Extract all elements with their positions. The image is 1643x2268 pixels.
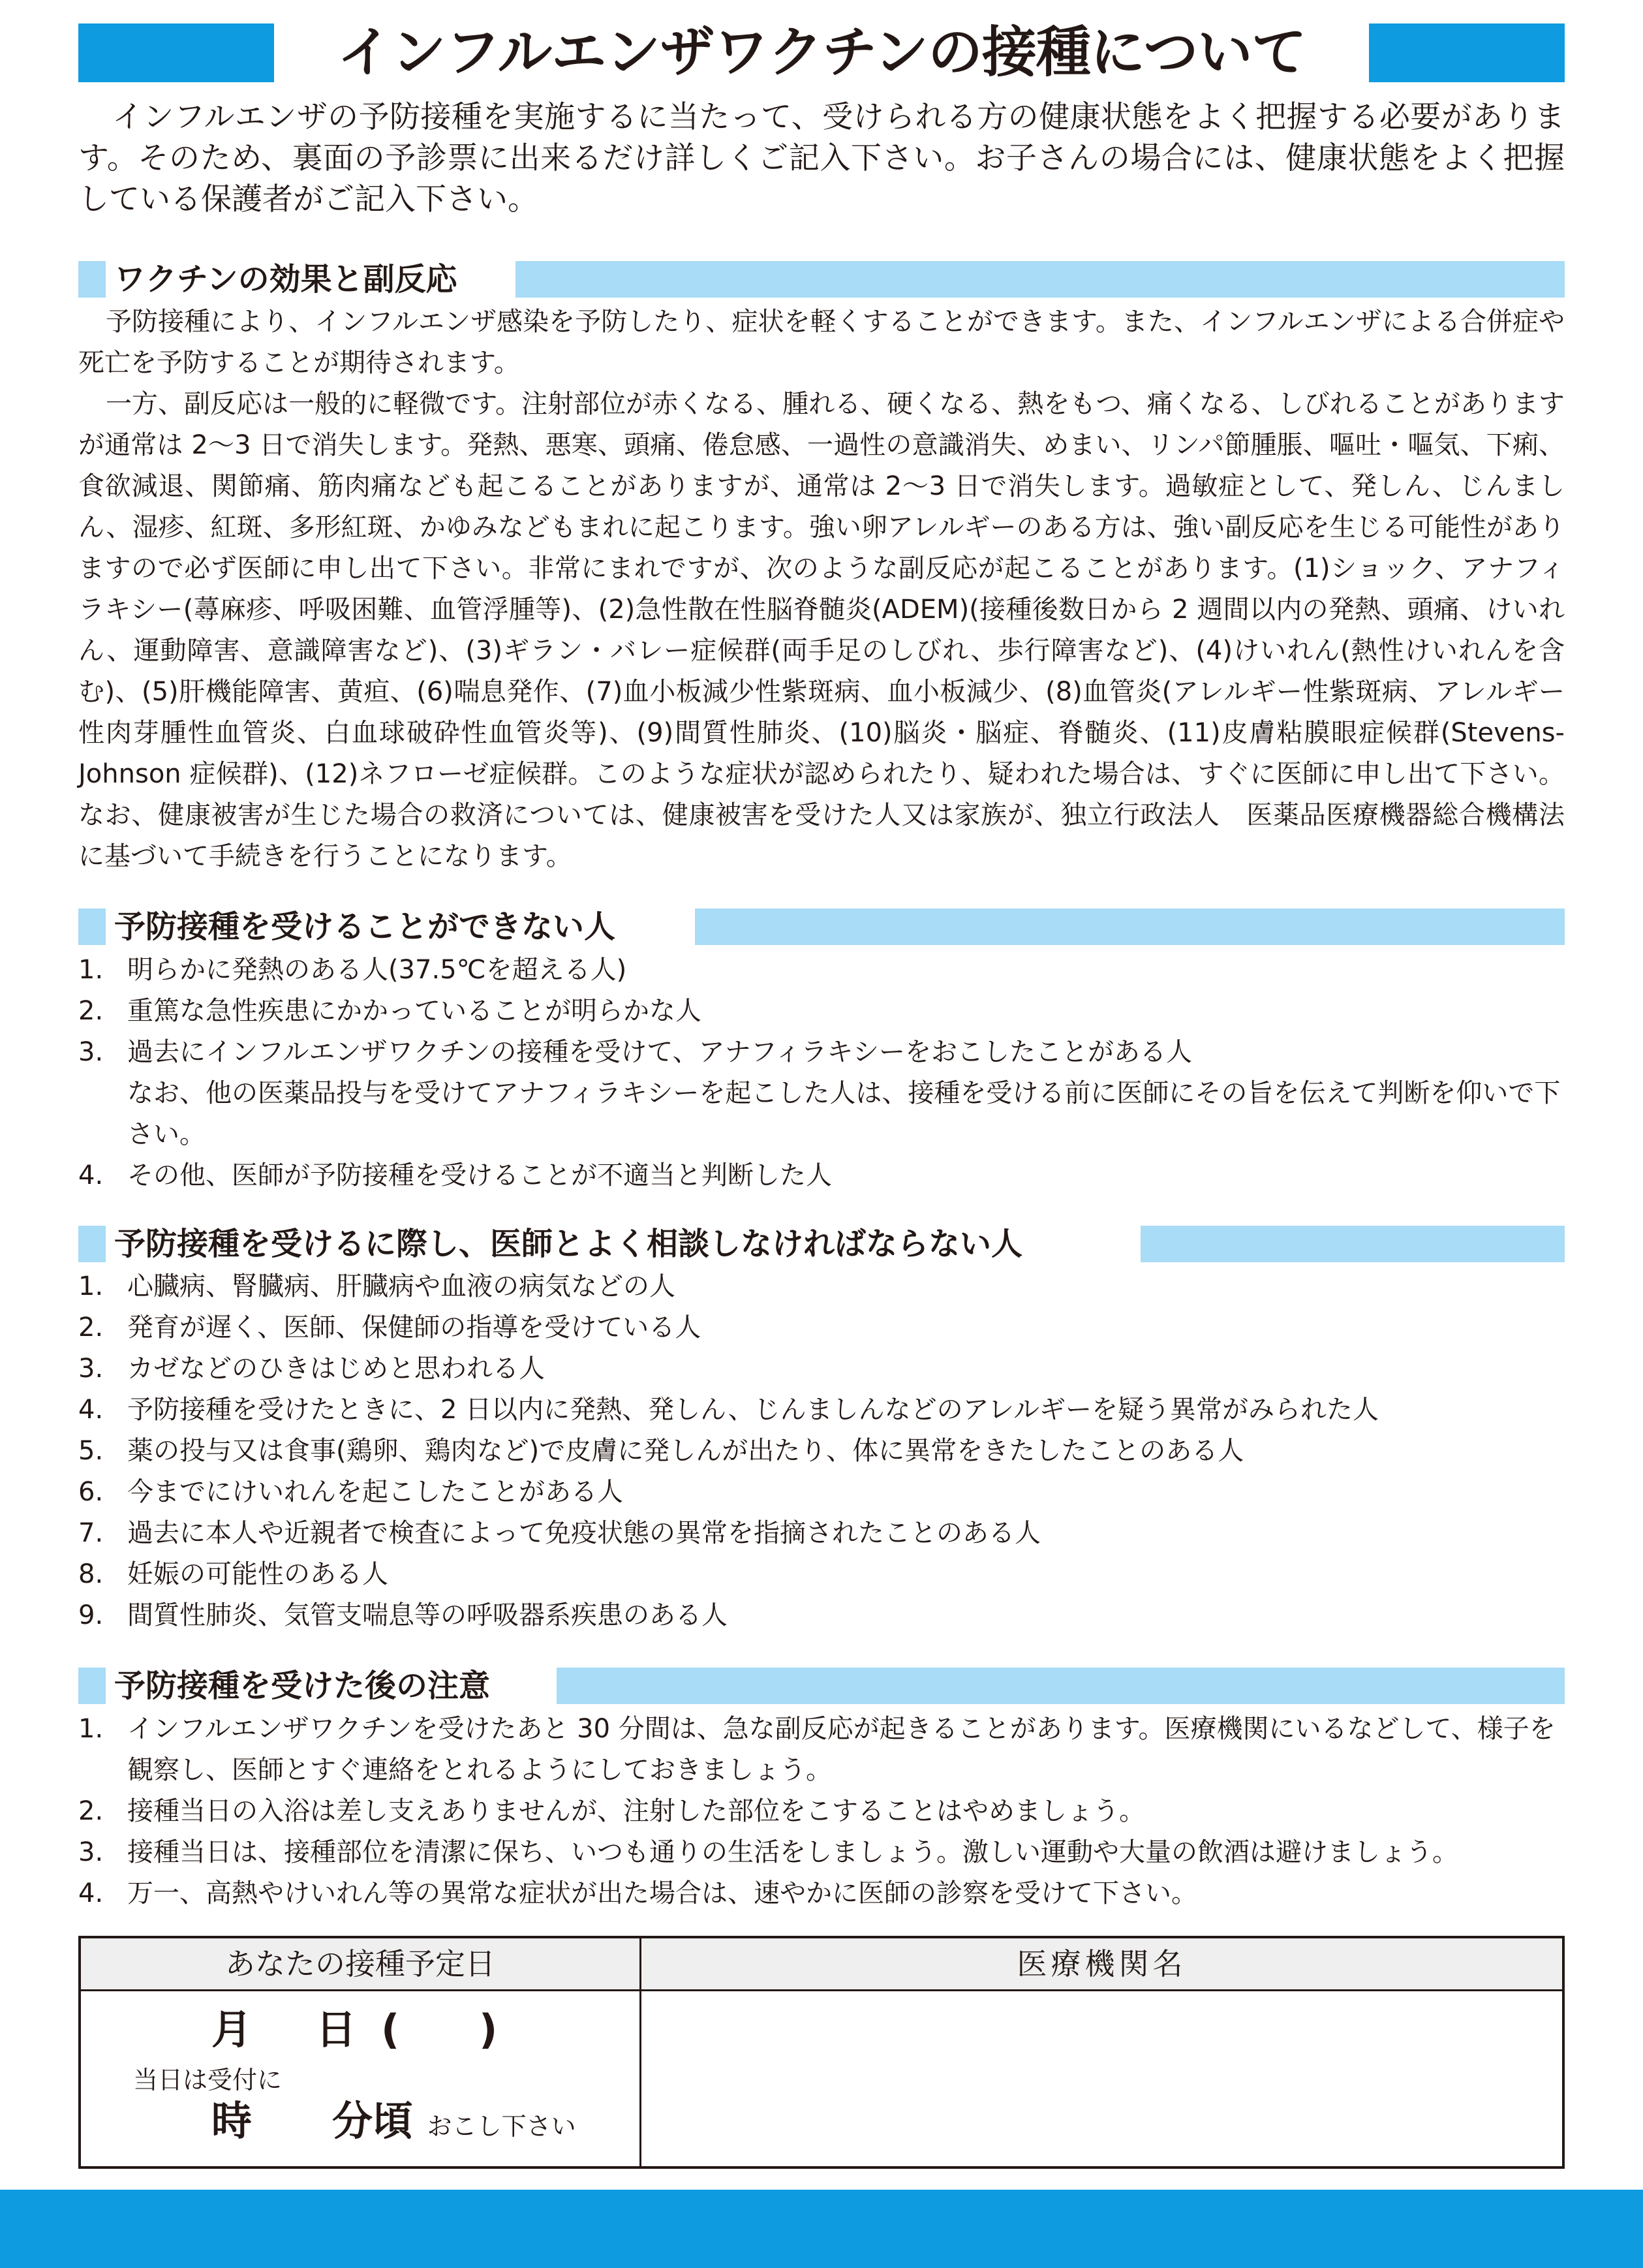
section-title: 予防接種を受けるに際し、医師とよく相談しなければならない人 <box>114 1226 1023 1262</box>
come-note: おこし下さい <box>427 2112 576 2141</box>
list-item: 2. 発育が遅く、医師、保健師の指導を受けている人 <box>78 1313 701 1343</box>
list-item: 3. 接種当日は、接種部位を清潔に保ち、いつも通りの生活をしましょう。激しい運動や大量の飲酒は避けましょう。 <box>78 1837 1458 1867</box>
section-title: ワクチンの効果と副反応 <box>114 261 457 298</box>
list-item: 4. その他、医師が予防接種を受けることが不適当と判断した人 <box>78 1160 832 1190</box>
list-item: 2. 重篤な急性疾患にかかっていることが明らかな人 <box>78 996 701 1026</box>
appointment-date-field[interactable] <box>211 2004 497 2056</box>
effects-paragraph-2: 一方、副反応は一般的に軽微です。注射部位が赤くなる、腫れる、硬くなる、熱をもつ、痛くなる、しびれることがありますが通常は 2〜3 日で消失します。発熱、悪寒、頭痛、倦怠感、一過性の意識消失、めまい、リンパ節腫脹、嘔吐・嘔気、下痢、食欲減退、関節痛、筋肉痛なども起こることがありますが、通常は 2〜3 日で消失します。過敏症として、発しん、じんましん、湿疹、紅斑、多形紅斑、かゆみなどもまれに起こります。強い卵アレルギーのある方は、強い副反応を生じる可能性がありますので必ず医師に申し出て下さい。非常にまれですが、次のような副反応が起こることがあります。(1)ショック、アナフィラキシー(蕁麻疹、呼吸困難、血管浮腫等)、(2)急性散在性脳脊髄炎(ADEM)(接種後数日から 2 週間以内の発熱、頭痛、けいれん、運動障害、意識障害など)、(3)ギラン・バレー症候群(両手足のしびれ、歩行障害など)、(4)けいれん(熱性けいれんを含む)、(5)肝機能障害、黄疸、(6)喘息発作、(7)血小板減少性紫斑病、血小板減少、(8)血管炎(アレルギー性紫斑病、アレルギー性肉芽腫性血管炎、白血球破砕性血管炎等)、(9)間質性肺炎、(10)脳炎・脳症、脊髄炎、(11)皮膚粘膜眼症候群(Stevens-Johnson 症候群)、(12)ネフローゼ症候群。このような症状が認められたり、疑われた場合は、すぐに医師に申し出て下さい。なお、健康被害が生じた場合の救済については、健康被害を受けた人又は家族が、独立行政法人 医薬品医療機器総合機構法に基づいて手続きを行うことになります。 <box>78 389 1565 871</box>
list-item: 7. 過去に本人や近親者で検査によって免疫状態の異常を指摘されたことのある人 <box>78 1518 1041 1548</box>
appointment-table <box>78 1936 1565 2169</box>
cannot-list <box>78 950 1565 1196</box>
section-title: 予防接種を受けることができない人 <box>114 909 616 945</box>
effects-text <box>78 302 1565 877</box>
clinic-name-field[interactable] <box>641 1991 1562 2166</box>
section-title: 予防接種を受けた後の注意 <box>114 1668 491 1704</box>
appointment-table-header <box>81 1938 1562 1991</box>
section-header-after <box>78 1666 1565 1705</box>
effects-paragraph-1: 予防接種により、インフルエンザ感染を予防したり、症状を軽くすることができます。また、インフルエンザによる合併症や死亡を予防することが期待されます。 <box>78 307 1565 378</box>
minute-label: 分頃 <box>332 2097 414 2145</box>
list-item: 2. 接種当日の入浴は差し支えありませんが、注射した部位をこすることはやめましょう。 <box>78 1796 1145 1826</box>
appointment-time-field[interactable] <box>211 2095 576 2152</box>
list-item: 4. 予防接種を受けたときに、2 日以内に発熱、発しん、じんましんなどのアレルギーを疑う異常がみられた人 <box>78 1395 1379 1425</box>
list-item: 8. 妊娠の可能性のある人 <box>78 1559 388 1589</box>
reception-note: 当日は受付に <box>133 2066 283 2094</box>
section-header-effects <box>78 260 1565 299</box>
footer-band <box>0 2190 1643 2268</box>
hour-label: 時 <box>211 2097 253 2145</box>
title-bar-right <box>1369 23 1565 82</box>
weekday-open-paren: ( <box>381 2006 400 2053</box>
list-item: 6. 今までにけいれんを起こしたことがある人 <box>78 1477 623 1507</box>
title-bar-left <box>78 23 274 82</box>
intro-text: インフルエンザの予防接種を実施するに当たって、受けられる方の健康状態をよく把握する必要があります。そのため、裏面の予診票に出来るだけ詳しくご記入下さい。お子さんの場合には、健康状態をよく把握している保護者がご記入下さい。 <box>78 99 1565 217</box>
list-item: 1. インフルエンザワクチンを受けたあと 30 分間は、急な副反応が起きることがあります。医療機関にいるなどして、様子を観察し、医師とすぐ連絡をとれるようにしておきましょう。 <box>78 1714 1556 1785</box>
list-item: 1. 明らかに発熱のある人(37.5℃を超える人) <box>78 955 627 985</box>
list-item: 4. 万一、高熱やけいれん等の異常な症状が出た場合は、速やかに医師の診察を受けて下さい。 <box>78 1878 1197 1908</box>
weekday-close-paren: ) <box>479 2006 498 2053</box>
page-title: インフルエンザワクチンの接種について <box>337 20 1306 84</box>
list-item: 3. カゼなどのひきはじめと思われる人 <box>78 1354 545 1384</box>
after-list <box>78 1709 1565 1914</box>
list-item: 1. 心臓病、腎臓病、肝臓病や血液の病気などの人 <box>78 1271 675 1301</box>
title-row <box>78 20 1565 85</box>
section-header-consult <box>78 1224 1565 1264</box>
month-label: 月 <box>211 2006 253 2053</box>
consult-list <box>78 1266 1565 1636</box>
list-item-note: なお、他の医薬品投与を受けてアナフィラキシーを起こした人は、接種を受ける前に医師にその旨を伝えて判断を仰いで下さい。 <box>127 1078 1561 1149</box>
list-item: 9. 間質性肺炎、気管支喘息等の呼吸器系疾患のある人 <box>78 1600 728 1630</box>
section-header-cannot <box>78 907 1565 946</box>
clinic-column-header: 医療機関名 <box>1017 1946 1187 1981</box>
day-label: 日 <box>316 2006 357 2053</box>
date-column-header: あなたの接種予定日 <box>225 1946 495 1981</box>
list-item: 5. 薬の投与又は食事(鶏卵、鶏肉など)で皮膚に発しんが出たり、体に異常をきたしたことのある人 <box>78 1436 1244 1466</box>
list-item: 3. 過去にインフルエンザワクチンの接種を受けて、アナフィラキシーをおこしたことがある人 なお、他の医薬品投与を受けてアナフィラキシーを起こした人は、接種を受ける前に医師にその旨を伝えて判断を仰いで下さい。 <box>78 1032 1565 1155</box>
